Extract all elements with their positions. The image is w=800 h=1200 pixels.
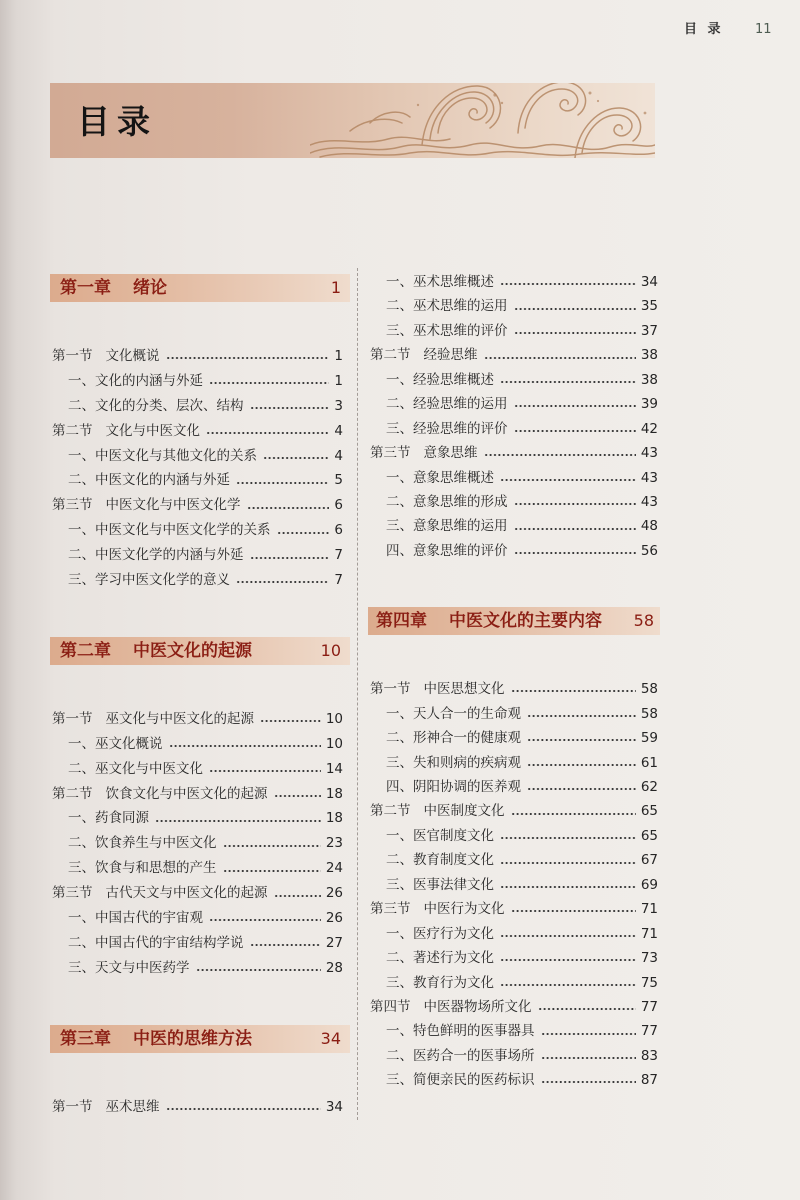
subsection-title: 一、医官制度文化 — [386, 827, 494, 844]
dot-leader — [500, 836, 636, 840]
dot-leader — [514, 429, 636, 433]
subsection-title: 二、中国古代的宇宙结构学说 — [68, 934, 244, 951]
section-number: 第三节 — [370, 901, 411, 918]
dot-leader — [500, 478, 636, 482]
dot-leader — [236, 580, 329, 584]
section-number: 第一节 — [370, 681, 411, 698]
toc-subsection-entry — [50, 906, 350, 931]
page-number: 4 — [334, 422, 343, 439]
toc-subsection-entry — [368, 1044, 660, 1068]
page-number: 5 — [334, 472, 343, 489]
subsection-title: 二、中医文化的内涵与外延 — [68, 472, 230, 489]
chapter-number: 第一章 — [60, 278, 111, 298]
chapter-page-number: 58 — [633, 611, 654, 631]
chapter-page-number: 34 — [320, 1028, 341, 1048]
subsection-title: 三、经验思维的评价 — [386, 420, 508, 437]
page-number: 28 — [325, 959, 343, 976]
dot-leader — [527, 714, 636, 718]
dot-leader — [500, 885, 636, 889]
dot-leader — [514, 331, 636, 335]
toc-subsection-entry — [368, 775, 660, 799]
toc-left-column — [50, 274, 350, 1120]
section-number: 第一节 — [52, 710, 93, 727]
page-number: 34 — [640, 274, 658, 290]
toc-subsection-entry — [368, 702, 660, 726]
chapter-heading — [50, 1025, 350, 1053]
toc-subsection-entry — [50, 444, 350, 469]
section-title: 中医文化与中医文化学 — [105, 497, 241, 514]
toc-section-entry — [50, 493, 350, 518]
section-number: 第四节 — [370, 998, 411, 1015]
toc-subsection-entry — [368, 1019, 660, 1043]
section-title: 巫文化与中医文化的起源 — [105, 710, 254, 727]
toc-subsection-entry — [368, 417, 660, 441]
page-number: 56 — [640, 542, 658, 559]
toc-section-entry — [368, 995, 660, 1019]
page-number: 67 — [640, 852, 658, 869]
page-number: 38 — [640, 347, 658, 364]
toc-section-entry — [50, 881, 350, 906]
toc-subsection-entry — [368, 539, 660, 563]
dot-leader — [514, 502, 636, 506]
chapter-heading — [50, 274, 350, 302]
subsection-title: 二、文化的分类、层次、结构 — [68, 397, 244, 414]
toc-subsection-entry — [368, 294, 660, 318]
toc-section-entry — [50, 707, 350, 732]
dot-leader — [155, 819, 321, 823]
section-number: 第二节 — [370, 347, 411, 364]
toc-section-entry — [50, 344, 350, 369]
toc-subsection-entry — [50, 568, 350, 593]
section-title: 中医器物场所文化 — [423, 998, 532, 1015]
subsection-title: 一、巫文化概说 — [68, 735, 163, 752]
toc-subsection-entry — [368, 751, 660, 775]
dot-leader — [260, 719, 321, 723]
dot-leader — [250, 943, 321, 947]
dot-leader — [500, 282, 636, 286]
subsection-title: 二、医药合一的医事场所 — [386, 1047, 535, 1064]
toc-subsection-entry — [50, 468, 350, 493]
page-number: 73 — [640, 950, 658, 967]
page-number: 62 — [640, 779, 658, 795]
page-number: 6 — [334, 522, 343, 539]
dot-leader — [538, 1007, 636, 1011]
dot-leader — [527, 787, 636, 791]
subsection-title: 一、意象思维概述 — [386, 469, 494, 486]
dot-leader — [527, 738, 636, 742]
chapter-heading — [50, 637, 350, 665]
page-number: 71 — [640, 901, 658, 918]
toc-subsection-entry — [368, 873, 660, 897]
toc-section-entry — [50, 419, 350, 444]
page-number: 71 — [640, 925, 658, 942]
toc-subsection-entry — [50, 806, 350, 831]
dot-leader — [541, 1032, 636, 1036]
dot-leader — [500, 983, 636, 987]
dot-leader — [166, 1107, 321, 1111]
chapter-title: 绪论 — [133, 278, 167, 298]
subsection-title: 二、教育制度文化 — [386, 852, 494, 869]
subsection-title: 四、阴阳协调的医养观 — [386, 779, 521, 795]
toc-section-entry — [368, 897, 660, 921]
dot-leader — [236, 481, 329, 485]
page-number: 4 — [334, 447, 343, 464]
toc-subsection-entry — [368, 971, 660, 995]
page-number: 3 — [334, 397, 343, 414]
dot-leader — [223, 844, 321, 848]
section-title: 文化与中医文化 — [105, 422, 200, 439]
subsection-title: 一、中国古代的宇宙观 — [68, 910, 203, 927]
dot-leader — [484, 453, 636, 457]
toc-subsection-entry — [50, 394, 350, 419]
page-number: 24 — [325, 860, 343, 877]
section-title: 中医行为文化 — [423, 901, 505, 918]
chapter-title: 中医文化的主要内容 — [449, 611, 602, 632]
chapter-title: 中医文化的起源 — [133, 640, 252, 661]
dot-leader — [223, 869, 321, 873]
page-number: 1 — [334, 372, 343, 389]
page-number: 43 — [640, 493, 658, 510]
dot-leader — [541, 1080, 636, 1084]
subsection-title: 二、巫文化与中医文化 — [68, 760, 203, 777]
page-number: 7 — [334, 572, 343, 589]
section-number: 第二节 — [52, 422, 93, 439]
dot-leader — [263, 456, 329, 460]
contents-banner — [50, 83, 655, 158]
dot-leader — [500, 934, 636, 938]
page-number: 83 — [640, 1047, 658, 1064]
toc-subsection-entry — [368, 319, 660, 343]
section-title: 古代天文与中医文化的起源 — [105, 885, 268, 902]
page-number: 14 — [325, 760, 343, 777]
dot-leader — [527, 763, 636, 767]
section-number: 第三节 — [52, 885, 93, 902]
section-number: 第一节 — [52, 348, 93, 364]
dot-leader — [514, 404, 636, 408]
page-number: 59 — [640, 730, 658, 747]
subsection-title: 三、意象思维的运用 — [386, 518, 508, 535]
dot-leader — [500, 861, 636, 865]
section-title: 中医制度文化 — [423, 803, 505, 820]
subsection-title: 二、巫术思维的运用 — [386, 298, 508, 315]
dot-leader — [484, 356, 636, 360]
toc-subsection-entry — [368, 726, 660, 750]
chapter-heading — [368, 607, 660, 635]
subsection-title: 三、学习中医文化学的意义 — [68, 572, 230, 589]
dot-leader — [169, 744, 321, 748]
subsection-title: 一、医疗行为文化 — [386, 925, 494, 942]
toc-section-entry — [50, 1095, 350, 1120]
section-number: 第一节 — [52, 1098, 93, 1115]
toc-section-entry — [368, 799, 660, 823]
subsection-title: 三、教育行为文化 — [386, 974, 494, 991]
page-number: 26 — [325, 910, 343, 927]
toc-subsection-entry — [368, 270, 660, 294]
dot-leader — [250, 406, 330, 410]
dot-leader — [541, 1056, 636, 1060]
page-number: 58 — [640, 705, 658, 722]
page-number: 10 — [325, 735, 343, 752]
subsection-title: 二、意象思维的形成 — [386, 493, 508, 510]
subsection-title: 三、天文与中医药学 — [68, 959, 190, 976]
section-title: 意象思维 — [423, 445, 478, 462]
toc-subsection-entry — [368, 922, 660, 946]
chapter-page-number: 1 — [330, 278, 341, 297]
dot-leader — [500, 380, 636, 384]
page-number: 26 — [325, 885, 343, 902]
dot-leader — [196, 968, 321, 972]
page-number: 18 — [325, 810, 343, 827]
section-title: 文化概说 — [105, 348, 160, 364]
running-header-page-number: 11 — [755, 22, 772, 37]
subsection-title: 一、中医文化与中医文化学的关系 — [68, 522, 271, 539]
dot-leader — [500, 958, 636, 962]
toc-subsection-entry — [368, 392, 660, 416]
toc-right-column — [368, 270, 660, 1093]
chapter-page-number: 10 — [320, 640, 341, 660]
dot-leader — [511, 689, 636, 693]
dot-leader — [206, 431, 329, 435]
dot-leader — [209, 381, 329, 385]
toc-subsection-entry — [368, 466, 660, 490]
dot-leader — [209, 769, 321, 773]
toc-subsection-entry — [368, 490, 660, 514]
section-title: 中医思想文化 — [423, 681, 505, 698]
subsection-title: 二、饮食养生与中医文化 — [68, 835, 217, 852]
toc-subsection-entry — [50, 956, 350, 981]
toc-subsection-entry — [50, 543, 350, 568]
section-title: 饮食文化与中医文化的起源 — [105, 785, 268, 802]
section-title: 巫术思维 — [105, 1098, 160, 1115]
subsection-title: 一、巫术思维概述 — [386, 274, 494, 290]
section-number: 第二节 — [52, 785, 93, 802]
subsection-title: 一、天人合一的生命观 — [386, 705, 521, 722]
toc-subsection-entry — [368, 824, 660, 848]
page-number: 65 — [640, 827, 658, 844]
toc-subsection-entry — [368, 1068, 660, 1092]
subsection-title: 一、文化的内涵与外延 — [68, 372, 203, 389]
page-number: 7 — [334, 547, 343, 564]
subsection-title: 三、失和则病的疾病观 — [386, 754, 521, 771]
dot-leader — [274, 794, 321, 798]
page-number: 35 — [640, 298, 658, 315]
dot-leader — [511, 812, 636, 816]
page-number: 75 — [640, 974, 658, 991]
page-number: 58 — [640, 681, 658, 698]
toc-subsection-entry — [50, 931, 350, 956]
subsection-title: 一、药食同源 — [68, 810, 149, 827]
section-number: 第三节 — [370, 445, 411, 462]
section-number: 第三节 — [52, 497, 93, 514]
running-header-title: 目 录 — [684, 22, 724, 37]
toc-subsection-entry — [50, 856, 350, 881]
chapter-number: 第四章 — [376, 611, 427, 632]
page-number: 39 — [640, 396, 658, 413]
page-number: 43 — [640, 469, 658, 486]
page-number: 65 — [640, 803, 658, 820]
page-number: 23 — [325, 835, 343, 852]
toc-subsection-entry — [368, 368, 660, 392]
subsection-title: 二、中医文化学的内涵与外延 — [68, 547, 244, 564]
toc-section-entry — [368, 343, 660, 367]
page-number: 77 — [640, 1023, 658, 1040]
subsection-title: 四、意象思维的评价 — [386, 542, 508, 559]
subsection-title: 二、经验思维的运用 — [386, 396, 508, 413]
toc-section-entry — [368, 441, 660, 465]
page-number: 27 — [325, 934, 343, 951]
page-number: 38 — [640, 371, 658, 388]
chapter-number: 第三章 — [60, 1028, 111, 1049]
subsection-title: 二、形神合一的健康观 — [386, 730, 521, 747]
toc-section-entry — [368, 677, 660, 701]
column-divider — [357, 268, 358, 1120]
toc-subsection-entry — [50, 732, 350, 757]
chapter-number: 第二章 — [60, 640, 111, 661]
page-number: 77 — [640, 998, 658, 1015]
page-number: 61 — [640, 754, 658, 771]
page-number: 1 — [334, 348, 343, 364]
dot-leader — [277, 531, 330, 535]
toc-section-entry — [50, 782, 350, 807]
subsection-title: 一、特色鲜明的医事器具 — [386, 1023, 535, 1040]
dot-leader — [514, 527, 636, 531]
subsection-title: 三、巫术思维的评价 — [386, 322, 508, 339]
dot-leader — [514, 551, 636, 555]
page-number: 69 — [640, 876, 658, 893]
page-number: 18 — [325, 785, 343, 802]
wave-decoration — [310, 83, 655, 158]
section-number: 第二节 — [370, 803, 411, 820]
dot-leader — [514, 307, 636, 311]
dot-leader — [247, 506, 330, 510]
subsection-title: 三、简便亲民的医药标识 — [386, 1072, 535, 1089]
dot-leader — [511, 909, 636, 913]
toc-subsection-entry — [50, 831, 350, 856]
chapter-title: 中医的思维方法 — [133, 1028, 252, 1049]
toc-subsection-entry — [50, 518, 350, 543]
banner-title: 目录 — [77, 102, 157, 141]
toc-subsection-entry — [368, 514, 660, 538]
toc-subsection-entry — [368, 946, 660, 970]
page-number: 42 — [640, 420, 658, 437]
page-number: 37 — [640, 322, 658, 339]
dot-leader — [274, 894, 321, 898]
toc-subsection-entry — [50, 757, 350, 782]
page-number: 34 — [325, 1098, 343, 1115]
subsection-title: 三、医事法律文化 — [386, 876, 494, 893]
page-number: 48 — [640, 518, 658, 535]
subsection-title: 一、经验思维概述 — [386, 371, 494, 388]
page-number: 43 — [640, 445, 658, 462]
section-title: 经验思维 — [423, 347, 478, 364]
page-number: 6 — [334, 497, 343, 514]
dot-leader — [250, 556, 330, 560]
dot-leader — [166, 356, 330, 360]
dot-leader — [209, 918, 321, 922]
subsection-title: 一、中医文化与其他文化的关系 — [68, 447, 257, 464]
toc-subsection-entry — [368, 848, 660, 872]
subsection-title: 二、著述行为文化 — [386, 950, 494, 967]
page-number: 10 — [325, 710, 343, 727]
page-number: 87 — [640, 1072, 658, 1089]
subsection-title: 三、饮食与和思想的产生 — [68, 860, 217, 877]
toc-subsection-entry — [50, 369, 350, 394]
